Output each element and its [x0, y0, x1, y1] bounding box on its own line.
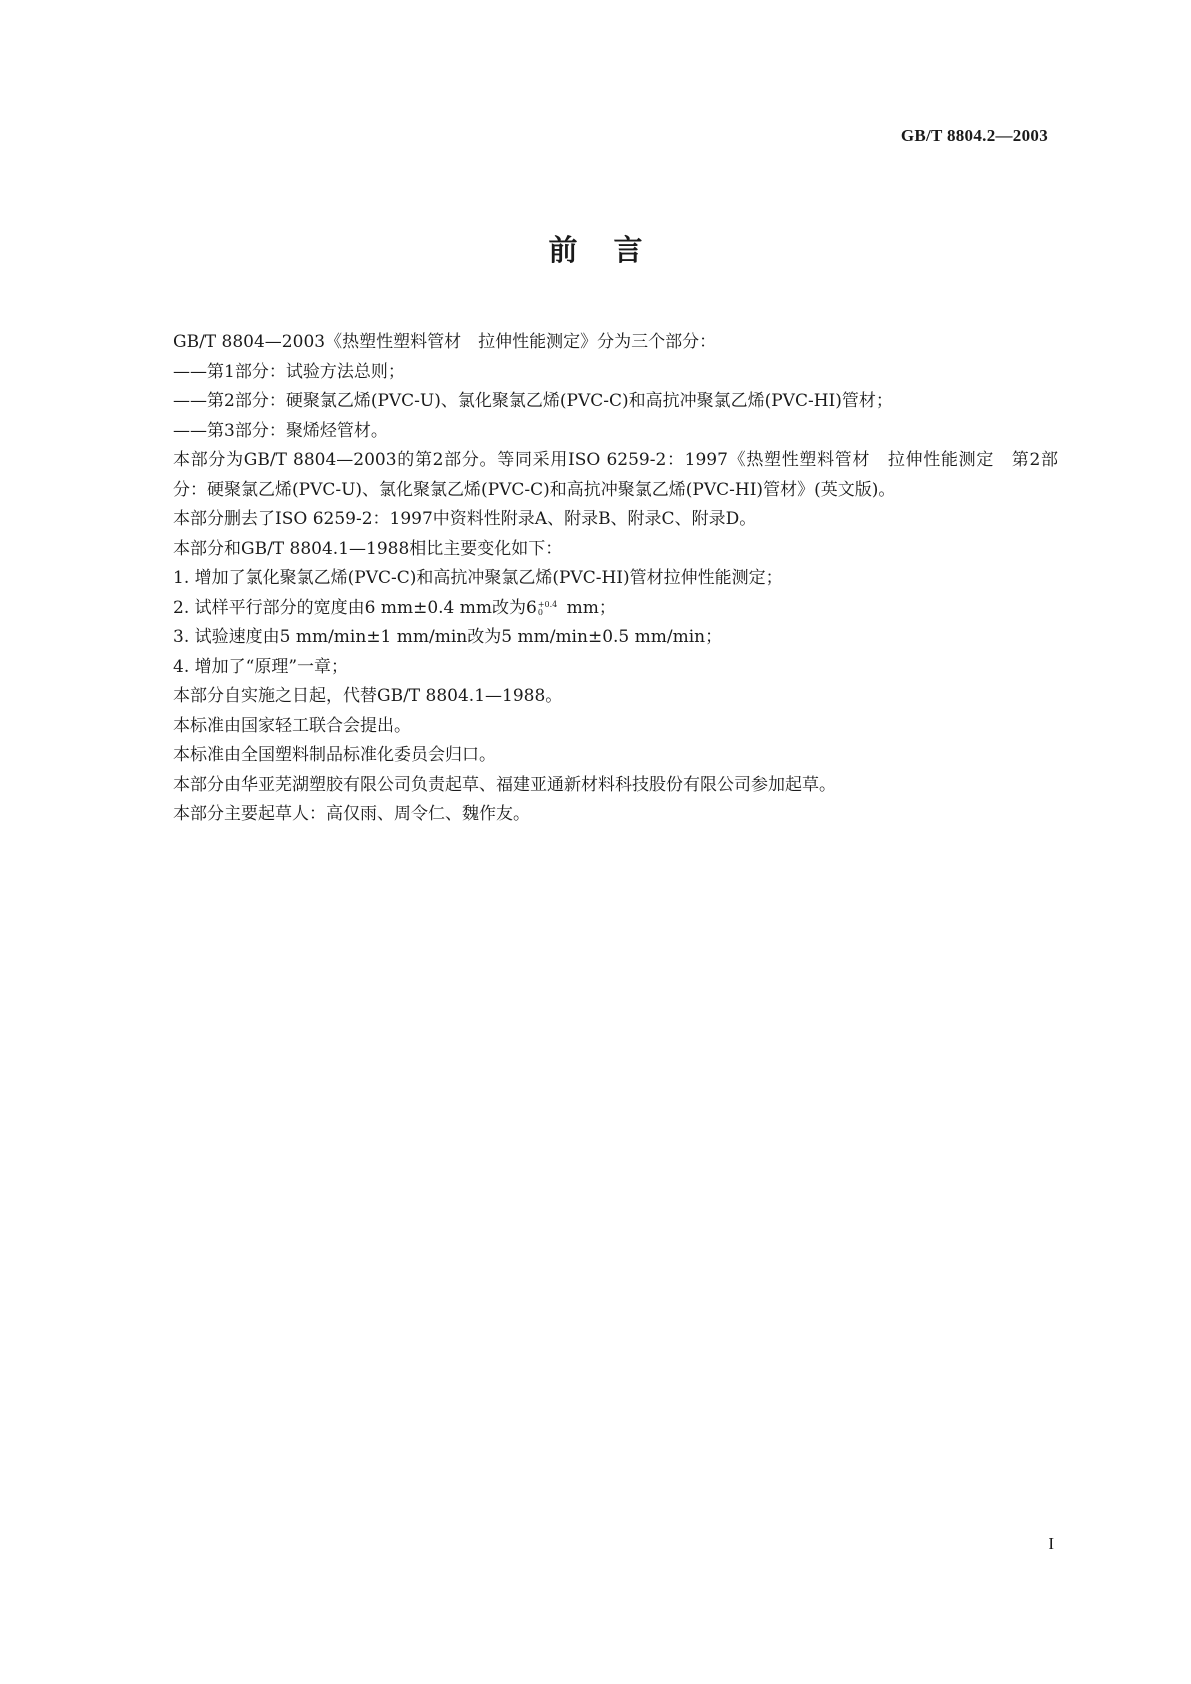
standard-code: GB/T 8804.2—2003: [900, 126, 1048, 145]
paragraph-drafting-units: 本部分由华亚芜湖塑胶有限公司负责起草、福建亚通新材料科技股份有限公司参加起草。: [173, 774, 836, 795]
list-item-part-2: ——第2部分：硬聚氯乙烯(PVC-U)、氯化聚氯乙烯(PVC-C)和高抗冲聚氯乙烯(PVC-HI)管材；: [173, 391, 893, 411]
page-title: 前言: [548, 233, 679, 267]
paragraph-deleted-annexes: 本部分删去了ISO 6259-2：1997中资料性附录A、附录B、附录C、附录D。: [173, 509, 757, 529]
change-item-2-text: 2. 试样平行部分的宽度由6 mm±0.4 mm改为6: [173, 597, 537, 618]
tolerance-lower: 0: [537, 607, 543, 617]
paragraph-equivalence: 本部分为GB/T 8804—2003的第2部分。等同采用ISO 6259-2：1997《热塑性塑料管材 拉伸性能测定 第2部分：硬聚氯乙烯(PVC-U)、氯化聚氯乙烯(PVC-C)和高抗冲聚氯乙烯(PVC-HI)管材》(英文版)。: [173, 450, 1058, 500]
list-item-part-1: ——第1部分：试验方法总则；: [173, 361, 405, 382]
paragraph-drafters: 本部分主要起草人：高仅雨、周令仁、魏作友。: [173, 804, 530, 824]
list-item-part-3: ——第3部分：聚烯烃管材。: [173, 420, 388, 441]
paragraph-parts-intro: GB/T 8804—2003《热塑性塑料管材 拉伸性能测定》分为三个部分：: [173, 332, 717, 352]
paragraph-changes-intro: 本部分和GB/T 8804.1—1988相比主要变化如下：: [173, 538, 563, 559]
tolerance-upper: +0.4: [537, 599, 558, 609]
paragraph-replaces: 本部分自实施之日起，代替GB/T 8804.1—1988。: [173, 686, 563, 706]
tolerance-superscript: [538, 601, 557, 617]
change-item-2-unit: mm；: [561, 597, 616, 618]
change-item-4: 4. 增加了“原理”一章；: [173, 656, 349, 677]
change-item-3: 3. 试验速度由5 mm/min±1 mm/min改为5 mm/min±0.5 mm/min；: [173, 627, 723, 647]
change-item-1: 1. 增加了氯化聚氯乙烯(PVC-C)和高抗冲聚氯乙烯(PVC-HI)管材拉伸性能测定；: [173, 568, 783, 588]
paragraph-proposed-by: 本标准由国家轻工联合会提出。: [173, 715, 411, 736]
foreword-body: [133, 328, 1058, 830]
paragraph-centralized-by: 本标准由全国塑料制品标准化委员会归口。: [173, 745, 496, 765]
change-item-2: [133, 594, 1058, 624]
page-number: I: [1048, 1534, 1054, 1553]
